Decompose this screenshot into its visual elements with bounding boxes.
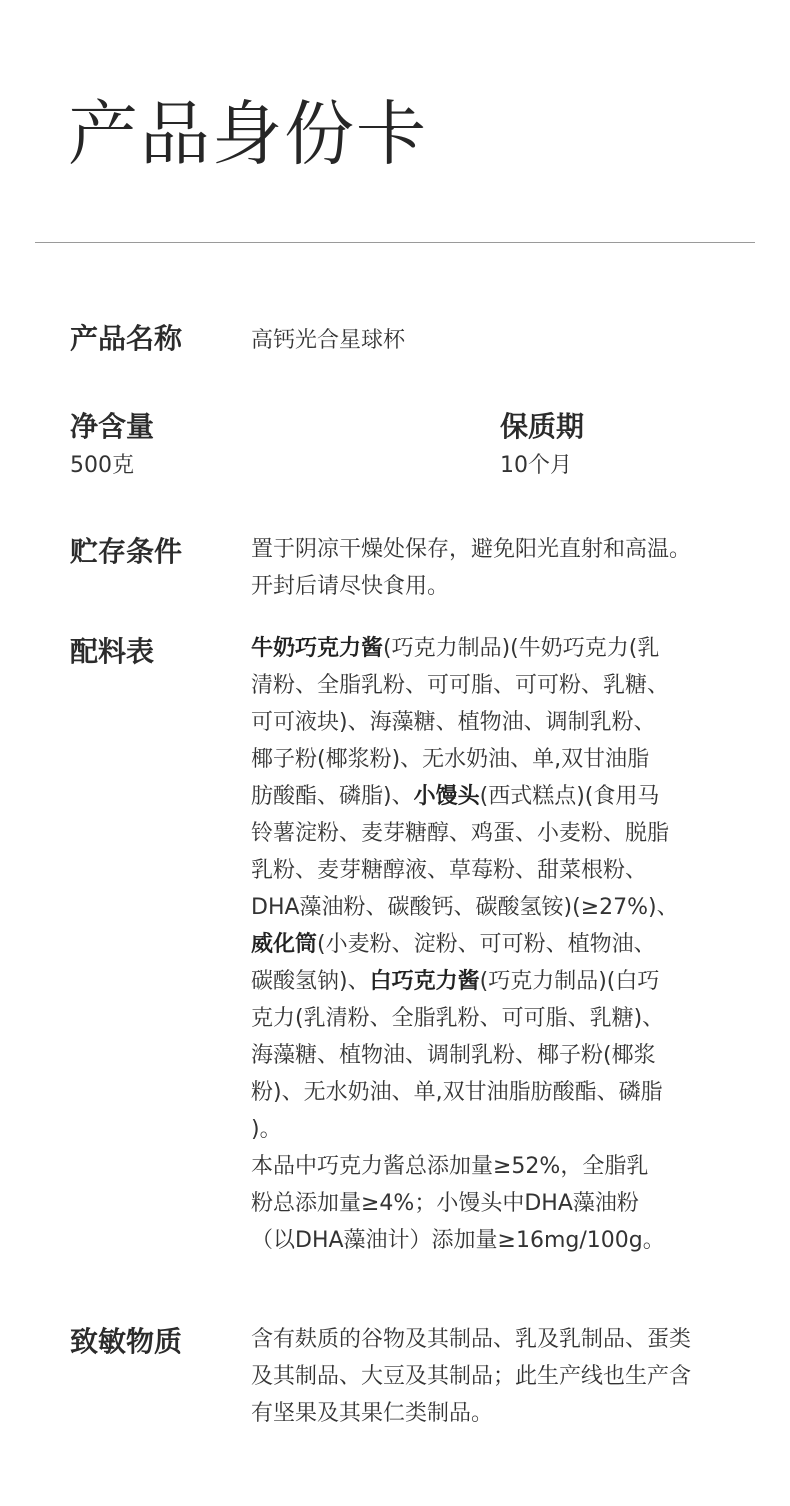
ingredient-text: 清粉、全脂乳粉、可可脂、可可粉、乳糖、: [251, 673, 670, 698]
storage-line: 开封后请尽快食用。: [251, 574, 450, 599]
ingredient-text: 乳粉、麦芽糖醇液、草莓粉、甜菜根粉、: [251, 858, 648, 883]
ingredient-text: 肪酸酯、磷脂)、: [251, 784, 414, 809]
ingredient-text: 本品中巧克力酱总添加量≥52%，全脂乳: [251, 1154, 649, 1179]
allergens-line: 含有麸质的谷物及其制品、乳及乳制品、蛋类: [251, 1327, 692, 1352]
product-name-value: 高钙光合星球杯: [251, 328, 406, 353]
ingredients-line: [251, 815, 731, 852]
ingredient-text: （以DHA藻油计）添加量≥16mg/100g。: [251, 1228, 665, 1253]
ingredients-line: [251, 1111, 731, 1148]
allergens-line: 有坚果及其果仁类制品。: [251, 1401, 494, 1426]
ingredients-label: 配料表: [70, 635, 155, 668]
ingredient-highlight: 威化筒: [251, 932, 318, 957]
ingredient-highlight: 小馒头: [413, 784, 480, 809]
storage-line: 置于阴凉干燥处保存，避免阳光直射和高温。: [251, 537, 692, 562]
ingredients-line: [251, 1000, 731, 1037]
ingredient-text: )。: [251, 1117, 282, 1142]
ingredient-text: (小麦粉、淀粉、可可粉、植物油、: [317, 932, 656, 957]
ingredients-line: [251, 852, 731, 889]
ingredients-line: [251, 1148, 731, 1185]
allergens-line: 及其制品、大豆及其制品；此生产线也生产含: [251, 1364, 692, 1389]
page-title: 产品身份卡: [68, 93, 428, 175]
title-divider: [35, 242, 755, 243]
ingredient-text: 克力(乳清粉、全脂乳粉、可可脂、乳糖)、: [251, 1006, 665, 1031]
ingredients-line: [251, 1222, 731, 1259]
ingredient-text: (巧克力制品)(白巧: [479, 969, 660, 994]
ingredients-line: [251, 1074, 731, 1111]
ingredients-text: [251, 630, 731, 1259]
ingredients-line: [251, 778, 731, 815]
ingredient-highlight: 牛奶巧克力酱: [251, 636, 384, 661]
net-content-label: 净含量: [70, 410, 155, 443]
ingredients-line: [251, 704, 731, 741]
ingredients-line: [251, 926, 731, 963]
ingredient-highlight: 白巧克力酱: [369, 969, 480, 994]
ingredients-line: [251, 889, 731, 926]
shelf-life-value: 10个月: [500, 453, 572, 478]
shelf-life-label: 保质期: [500, 410, 585, 443]
product-name-label: 产品名称: [70, 322, 183, 355]
ingredient-text: (巧克力制品)(牛奶巧克力(乳: [383, 636, 660, 661]
ingredient-text: 可可液块)、海藻糖、植物油、调制乳粉、: [251, 710, 656, 735]
storage-text: [251, 531, 731, 605]
ingredient-text: 椰子粉(椰浆粉)、无水奶油、单,双甘油脂: [251, 747, 650, 772]
ingredients-line: [251, 1185, 731, 1222]
ingredient-text: 粉总添加量≥4%；小馒头中DHA藻油粉: [251, 1191, 639, 1216]
ingredient-text: 碳酸氢钠)、: [251, 969, 370, 994]
ingredient-text: (西式糕点)(食用马: [479, 784, 660, 809]
storage-label: 贮存条件: [70, 535, 183, 568]
ingredients-line: [251, 1037, 731, 1074]
net-content-value: 500克: [70, 453, 134, 478]
ingredients-line: [251, 963, 731, 1000]
ingredient-text: 铃薯淀粉、麦芽糖醇、鸡蛋、小麦粉、脱脂: [251, 821, 670, 846]
ingredient-text: 粉)、无水奶油、单,双甘油脂肪酸酯、磷脂: [251, 1080, 663, 1105]
allergens-text: [251, 1321, 731, 1432]
ingredients-line: [251, 667, 731, 704]
ingredients-line: [251, 741, 731, 778]
ingredients-line: [251, 630, 731, 667]
ingredient-text: 海藻糖、植物油、调制乳粉、椰子粉(椰浆: [251, 1043, 656, 1068]
allergens-label: 致敏物质: [70, 1325, 183, 1358]
ingredient-text: DHA藻油粉、碳酸钙、碳酸氢铵)(≥27%)、: [251, 895, 679, 920]
